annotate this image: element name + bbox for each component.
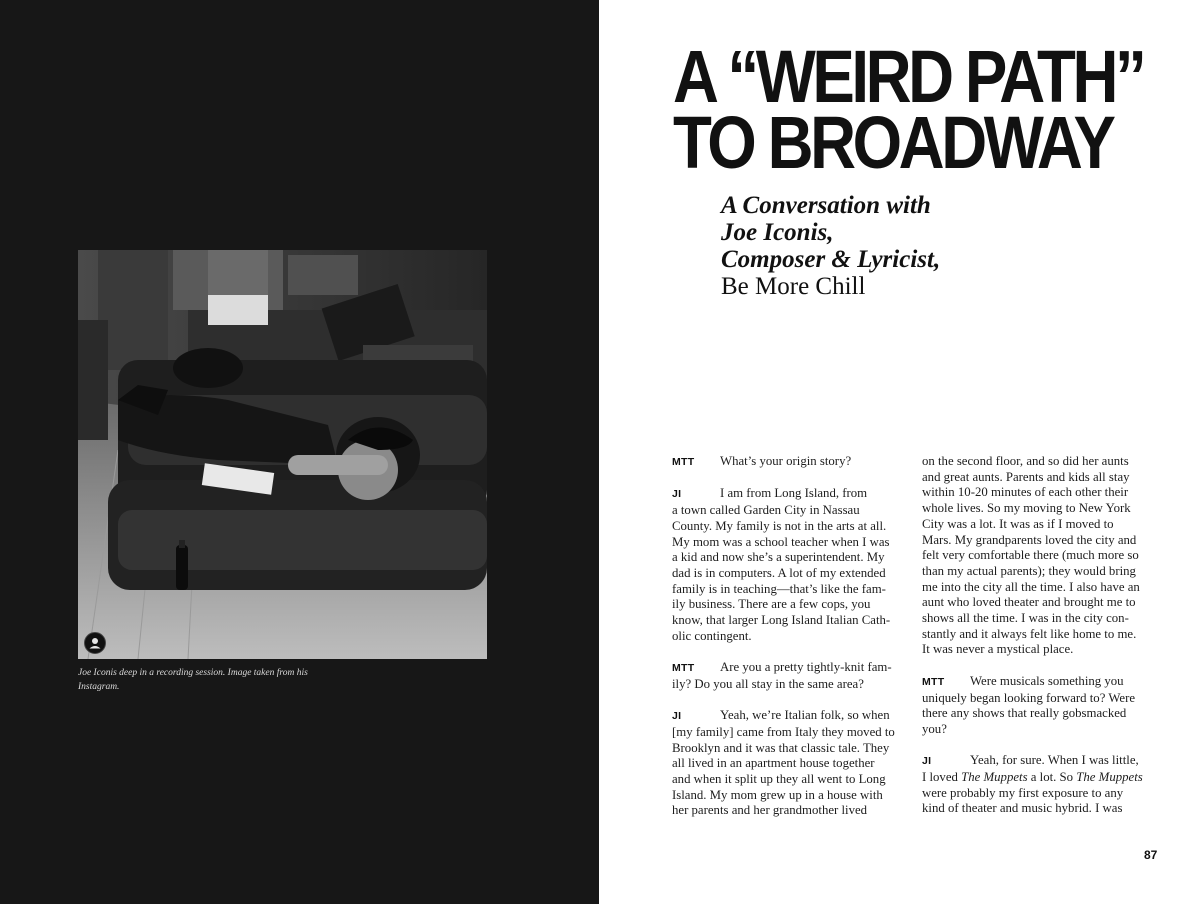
line-text: ily business. There are a few cops, you [672, 597, 871, 612]
line-text: and when it split up they all went to Long [672, 772, 886, 787]
text-line [922, 642, 1154, 658]
line-text: her parents and her grandmother lived [672, 803, 868, 818]
text-line [672, 613, 904, 629]
line-text: shows all the time. I was in the city con- [922, 611, 1129, 626]
text-line [922, 770, 1154, 786]
text-line [922, 580, 1154, 596]
line-text: on the second floor, and so did her aunts [922, 454, 1129, 468]
line-text: whole lives. So my moving to New York [922, 501, 1131, 516]
interview-column-1 [672, 454, 904, 835]
text-line [922, 533, 1154, 549]
line-text: I am from Long Island, from [720, 486, 868, 501]
text-line [922, 786, 1154, 802]
line-text: What’s your origin story? [720, 454, 852, 468]
text-line [672, 756, 904, 772]
article-subtitle [721, 192, 981, 300]
interview-paragraph-continued [922, 454, 1154, 658]
text-line [922, 691, 1154, 707]
text-line [672, 725, 904, 741]
line-text: Are you a pretty tightly-knit fam- [720, 660, 892, 675]
text-line [922, 564, 1154, 580]
line-text: dad is in computers. A lot of my extended [672, 565, 886, 580]
text-line [672, 597, 904, 613]
interview-paragraph [922, 753, 1154, 817]
text-line [672, 772, 904, 788]
text-line [922, 595, 1154, 611]
text-line [672, 519, 904, 535]
line-text: felt very comfortable there (much more so [922, 548, 1139, 563]
text-line [922, 674, 1154, 691]
interview-paragraph [672, 660, 904, 692]
speaker-label: JI [922, 755, 932, 768]
text-line [922, 454, 1154, 470]
line-text: a town called Garden City in Nassau [672, 503, 860, 518]
interview-paragraph [672, 454, 904, 471]
line-text: My mom was a school teacher when I was [672, 534, 890, 549]
interview-paragraph [672, 486, 904, 644]
photo-joe-iconis [78, 250, 487, 659]
line-text: Yeah, we’re Italian folk, so when [720, 708, 890, 723]
text-line [922, 753, 1154, 770]
person-icon [84, 632, 106, 654]
speaker-label: MTT [672, 662, 695, 675]
line-text: family is in teaching—that’s like the fam- [672, 581, 886, 596]
text-line [922, 485, 1154, 501]
line-text: aunt who loved theater and brought me to [922, 595, 1136, 610]
line-text: I loved The Muppets a lot. So The Muppets [922, 770, 1143, 785]
line-text: ily? Do you all stay in the same area? [672, 676, 864, 691]
text-line [922, 801, 1154, 817]
speaker-label: JI [672, 488, 682, 501]
interview-paragraph [672, 708, 904, 819]
line-text: [my family] came from Italy they moved to [672, 724, 895, 739]
caption-line: Instagram. [78, 682, 120, 692]
text-line [672, 486, 904, 503]
line-text: there any shows that really gobsmacked [922, 706, 1127, 721]
line-text: know, that larger Long Island Italian Cath- [672, 613, 891, 628]
text-line [672, 582, 904, 598]
text-line [672, 503, 904, 519]
photo-caption [78, 666, 328, 694]
page-number: 87 [1144, 848, 1158, 862]
line-text: were probably my first exposure to any [922, 785, 1124, 800]
text-line [922, 501, 1154, 517]
text-line [922, 611, 1154, 627]
line-text: olic contingent. [672, 628, 752, 643]
line-text: all lived in an apartment house together [672, 756, 875, 771]
text-line [672, 708, 904, 725]
text-line [922, 470, 1154, 486]
line-text: Island. My mom grew up in a house with [672, 787, 883, 802]
text-line [672, 550, 904, 566]
line-text: stantly and it always felt like home to me. [922, 626, 1137, 641]
speaker-label: MTT [672, 456, 695, 468]
interview-paragraph [922, 674, 1154, 738]
text-line [922, 517, 1154, 533]
line-text: uniquely began looking forward to? Were [922, 690, 1136, 705]
text-line [922, 548, 1154, 564]
line-text: It was never a mystical place. [922, 642, 1074, 657]
line-text: within 10-20 minutes of each other their [922, 485, 1129, 500]
headline-line: TO BROADWAY [673, 101, 1113, 184]
text-line [672, 566, 904, 582]
text-line [672, 741, 904, 757]
caption-line: Joe Iconis deep in a recording session. Image taken from his [78, 668, 308, 678]
line-text: than my actual parents); they would bring [922, 563, 1136, 578]
text-line [922, 627, 1154, 643]
article-headline [673, 35, 1144, 184]
line-text: City was a lot. It was as if I moved to [922, 516, 1114, 531]
line-text: Mars. My grandparents loved the city and [922, 532, 1137, 547]
speaker-label: MTT [922, 675, 945, 688]
headline-line: A “WEIRD PATH” [673, 35, 1144, 118]
line-text: a kid and now she’s a superintendent. My [672, 550, 885, 565]
photo-illustration [78, 250, 487, 659]
speaker-label: JI [672, 710, 682, 723]
text-line [672, 454, 904, 471]
subtitle-line: Composer & Lyricist, [721, 246, 941, 273]
line-text: kind of theater and music hybrid. I was [922, 801, 1123, 816]
line-text: Brooklyn and it was that classic tale. They [672, 740, 890, 755]
subtitle-line: Joe Iconis, [721, 219, 834, 246]
line-text: me into the city all the time. I also have an [922, 579, 1140, 594]
text-line [672, 629, 904, 645]
text-line [922, 722, 1154, 738]
subtitle-line: A Conversation with [721, 192, 931, 219]
line-text: Were musicals something you [970, 673, 1124, 688]
line-text: and great aunts. Parents and kids all stay [922, 469, 1130, 484]
text-line [672, 788, 904, 804]
text-line [672, 535, 904, 551]
text-line [672, 660, 904, 677]
show-title: Be More Chill [721, 273, 866, 300]
line-text: you? [922, 721, 947, 736]
text-line [672, 803, 904, 819]
interview-column-2 [922, 454, 1154, 833]
text-line [672, 677, 904, 693]
line-text: Yeah, for sure. When I was little, [970, 753, 1139, 768]
line-text: County. My family is not in the arts at all. [672, 518, 887, 533]
text-line [922, 706, 1154, 722]
